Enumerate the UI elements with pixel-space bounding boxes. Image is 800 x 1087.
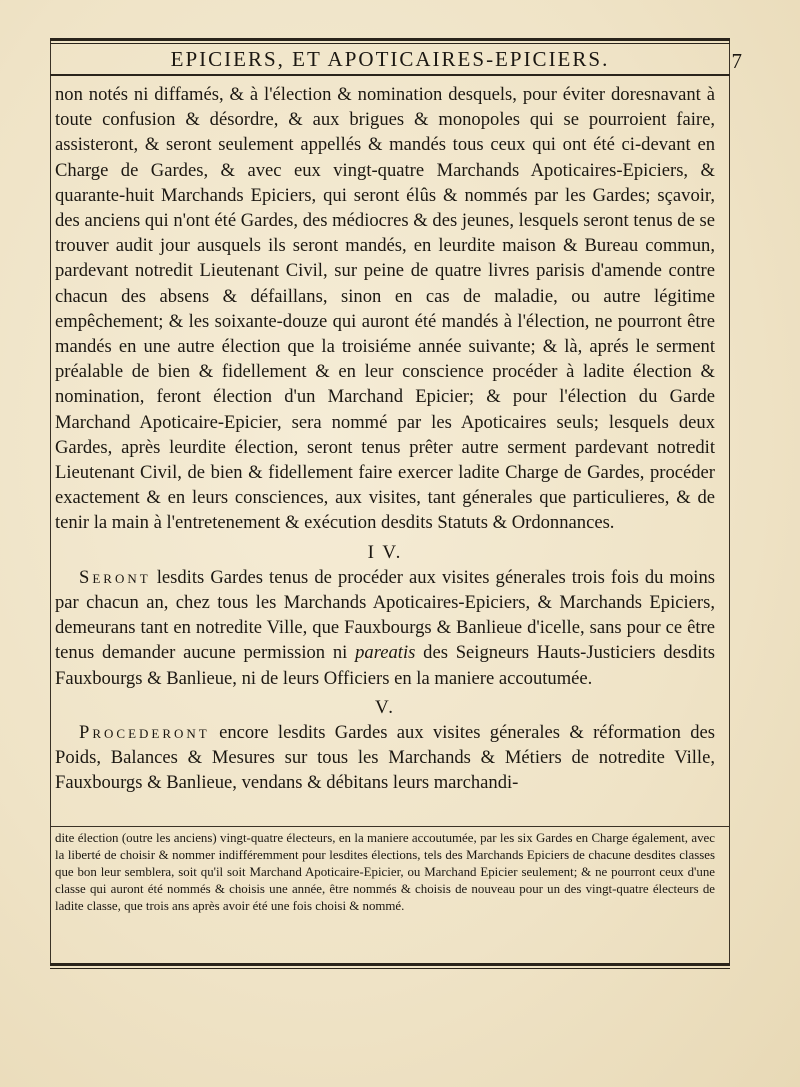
article-iv [55, 565, 715, 691]
article-v [55, 720, 715, 796]
article-iv-end: des Seigneurs Hauts-Justiciers desdits Fauxbourgs & Banlieue, ni de leurs Officiers en la maniere accoutumée. [55, 642, 715, 689]
page-number: 7 [731, 49, 742, 73]
article-iv-italic: pareatis [355, 642, 416, 664]
article-iv-text: lesdits Gardes tenus de procéder aux visites génerales trois fois du moins par chacun an, chez tous les Marchands Apoticaires-Epiciers, & Marchands Epiciers, demeurans tant en notredite Ville, que Fauxbourgs & Banlieue d'icelle, sans pour ce être tenus demander aucune permission ni [55, 566, 715, 664]
section-heading-v: V. [374, 696, 396, 718]
bottom-rule [50, 963, 730, 966]
footnote: dite élection (outre les anciens) vingt-quatre électeurs, en la maniere accoutumée, par les six Gardes en Charge également, avec la liberté de choisir & nommer indifféremment pour lesdites élections, tels des Marchands Epiciers de chacune desdites classes que bon leur semblera, soit qu'il soit Marchand Apoticaire-Epicier, ou Marchand Epicier seulement; & ne pourront ceux d'une classe qui auront été nommés & choisis une année, être nommés & choisis de nouveau pour un des vingt-quatre électeurs de ladite classe, que trois ans après avoir été une fois choisi & nommé. [55, 831, 715, 913]
running-header: EPICIERS, ET APOTICAIRES-EPICIERS. [170, 47, 610, 71]
section-heading-iv: I V. [367, 541, 403, 563]
footnote-rule [50, 826, 730, 827]
main-text [55, 82, 715, 796]
article-v-lead: Procederont [79, 722, 210, 744]
paragraph-continuation: non notés ni diffamés, & à l'élection & nomination desquels, pour éviter doresnavant à toute confusion & désordre, & aux brigues & monopoles qui se pourroient faire, assisteront, & seront seulement appellés & mandés tous ceux qui ont été ci-devant en Charge de Gardes, & avec eux vingt-quatre Marchands Apoticaires-Epiciers, & quarante-huit Marchands Epiciers, qui seront élûs & nommés par les Gardes; sçavoir, des anciens qui n'ont été Gardes, des médiocres & des jeunes, lesquels seront tenus de se trouver audit jour ausquels ils seront mandés, en leurdite maison & Bureau commun, pardevant notredit Lieutenant Civil, sur peine de quatre livres parisis d'amende contre chacun des absens & défaillans, sinon en cas de maladie, ou autre légitime empêchement; & les soixante-douze qui auront été mandés à l'élection, ne pourront être mandés en une autre élection que la troisiéme année suivante; & là, aprés le serment préalable de bien & fidellement & en leur conscience procéder à ladite élection & nomination, feront élection d'un Marchand Epicier; & pour l'élection du Garde Marchand Apoticaire-Epicier, sera nommé par les Apoticaires seuls; lesquels deux Gardes, après leurdite élection, seront tenus prêter autre serment pardevant notredit Lieutenant Civil, de bien & fidellement faire exercer ladite Charge de Gardes, procéder exactement & en leurs consciences, aux visites, tant génerales que particulieres, & de tenir la main à l'entretenement & exécution desdits Statuts & Ordonnances. [55, 84, 715, 534]
article-iv-lead: Seront [79, 566, 151, 588]
top-rule [50, 38, 730, 41]
article-v-text: encore lesdits Gardes aux visites génerales & réformation des Poids, Balances & Mesures sur tous les Marchands & Métiers de notredite Ville, Fauxbourgs & Banlieue, vendans & débitans leurs marchandi- [55, 722, 715, 794]
bottom-rule-thin [50, 968, 730, 969]
header-rule [50, 74, 730, 76]
